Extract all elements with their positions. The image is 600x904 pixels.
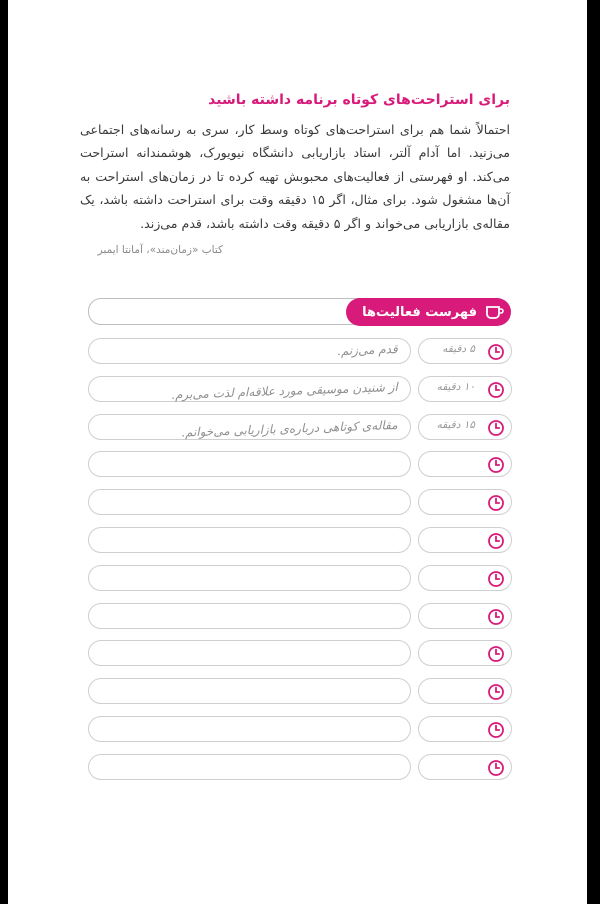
duration-field[interactable] xyxy=(418,716,512,742)
clock-icon xyxy=(487,343,505,361)
duration-text: ۱۰ دقیقه xyxy=(436,380,475,393)
activity-field[interactable] xyxy=(88,603,411,629)
duration-field[interactable] xyxy=(418,338,512,364)
section-heading: برای استراحت‌های کوتاه برنامه داشته باشید xyxy=(208,92,510,108)
clock-icon xyxy=(487,683,505,701)
clock-icon xyxy=(487,494,505,512)
clock-icon xyxy=(487,570,505,588)
duration-text: ۱۵ دقیقه xyxy=(436,418,475,431)
duration-field[interactable] xyxy=(418,678,512,704)
duration-field[interactable] xyxy=(418,451,512,477)
activity-field[interactable] xyxy=(88,527,411,553)
activity-row xyxy=(88,451,512,479)
activity-row xyxy=(88,527,512,555)
activity-field[interactable] xyxy=(88,716,411,742)
duration-field[interactable] xyxy=(418,603,512,629)
activity-field[interactable] xyxy=(88,376,411,402)
activity-text: از شنیدن موسیقی مورد علاقه‌ام لذت می‌برم. xyxy=(171,379,399,402)
duration-field[interactable] xyxy=(418,527,512,553)
duration-field[interactable] xyxy=(418,414,512,440)
body-paragraph: احتمالاً شما هم برای استراحت‌های کوتاه وسط کار، سری به رسانه‌های اجتماعی می‌زنید. اما آدام آلتر، استاد بازاریابی دانشگاه نیویورک، هوشمندانه استراحت می‌کند. او فهرستی از فعالیت‌های محبوبش تهیه کرده تا در زمان‌های استراحت به آن‌ها مشغول شود. برای مثال، اگر ۱۵ دقیقه وقت برای استراحت داشته باشد، یک مقاله‌ی بازاریابی می‌خواند و اگر ۵ دقیقه وقت داشته باشد، قدم می‌زند. xyxy=(80,122,510,231)
duration-field[interactable] xyxy=(418,565,512,591)
activity-row xyxy=(88,678,512,706)
activity-field[interactable] xyxy=(88,565,411,591)
clock-icon xyxy=(487,381,505,399)
activity-field[interactable] xyxy=(88,678,411,704)
duration-text: ۵ دقیقه xyxy=(442,343,475,355)
clock-icon xyxy=(487,456,505,474)
clock-icon xyxy=(487,721,505,739)
source-citation: کتاب «زمان‌مند»، آمانتا ایمبر xyxy=(97,244,223,256)
duration-field[interactable] xyxy=(418,489,512,515)
activity-field[interactable] xyxy=(88,489,411,515)
duration-field[interactable] xyxy=(418,754,512,780)
activity-row xyxy=(88,640,512,668)
header-title-pill xyxy=(346,298,511,326)
activity-row xyxy=(88,603,512,631)
activity-list-title: فهرست فعالیت‌ها xyxy=(362,304,477,320)
activity-row xyxy=(88,716,512,744)
clock-icon xyxy=(487,419,505,437)
clock-icon xyxy=(487,645,505,663)
activity-row xyxy=(88,338,512,366)
activity-text: قدم می‌زنم. xyxy=(337,342,399,359)
clock-icon xyxy=(487,532,505,550)
duration-field[interactable] xyxy=(418,376,512,402)
activity-row xyxy=(88,376,512,404)
activity-field[interactable] xyxy=(88,640,411,666)
book-page xyxy=(8,0,587,904)
activity-text: مقاله‌ی کوتاهی درباره‌ی بازاریابی می‌خوانم. xyxy=(181,417,399,440)
activity-row xyxy=(88,754,512,782)
activity-row xyxy=(88,489,512,517)
activity-list-header xyxy=(88,298,511,325)
activity-row xyxy=(88,414,512,442)
activity-field[interactable] xyxy=(88,754,411,780)
duration-field[interactable] xyxy=(418,640,512,666)
clock-icon xyxy=(487,608,505,626)
clock-icon xyxy=(487,759,505,777)
coffee-cup-icon xyxy=(485,304,505,320)
activity-field[interactable] xyxy=(88,414,411,440)
activity-field[interactable] xyxy=(88,338,411,364)
activity-field[interactable] xyxy=(88,451,411,477)
activity-row xyxy=(88,565,512,593)
